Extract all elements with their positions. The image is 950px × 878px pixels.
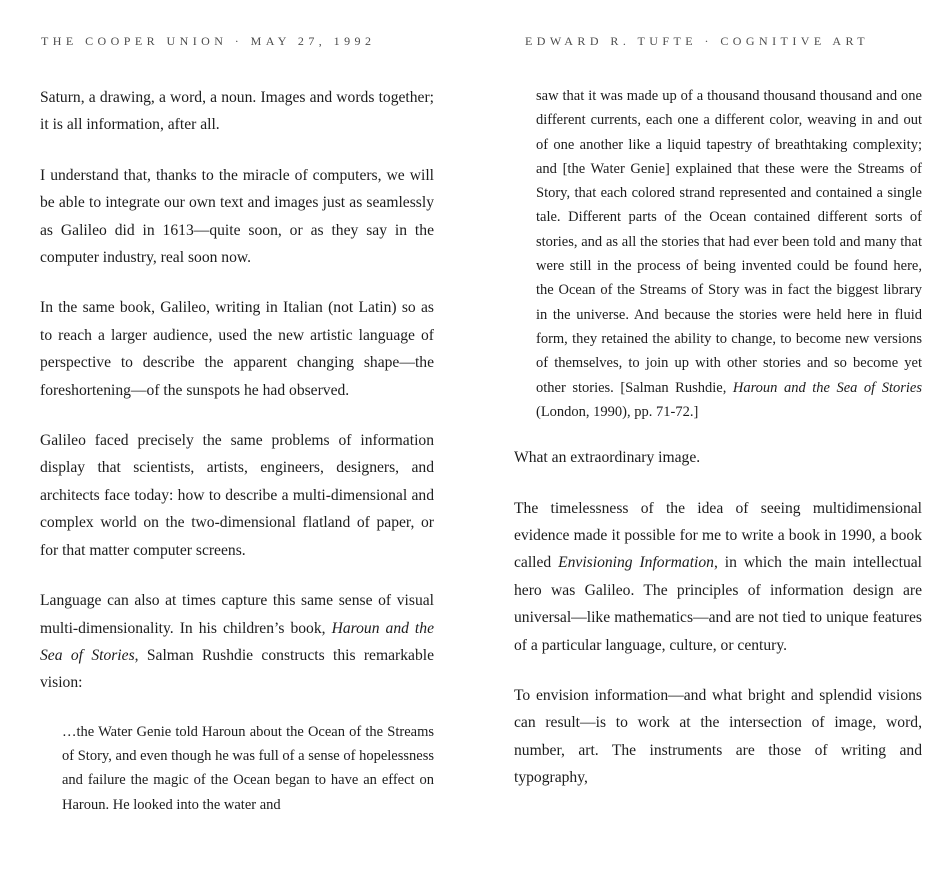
text-segment: What an extraordinary image. bbox=[514, 449, 701, 467]
text-segment: (London, 1990), pp. 71-72.] bbox=[536, 403, 699, 420]
book-title: Haroun and the Sea of Stories bbox=[732, 379, 922, 396]
paragraph bbox=[40, 587, 434, 697]
text-segment: Saturn, a drawing, a word, a noun. Images and words together; it is all information, after all. bbox=[40, 89, 434, 134]
block-quote bbox=[62, 720, 434, 817]
paragraph bbox=[40, 162, 434, 272]
book-title: Haroun and the Sea of Stories bbox=[40, 619, 434, 664]
text-segment: I understand that, thanks to the miracle of computers, we will be able to integrate our own text and images just as seamlessly as Galileo did in 1613—quite soon, or as they say in the computer industry, real soon now. bbox=[40, 166, 434, 267]
book-title: Envisioning Information bbox=[558, 554, 714, 572]
paragraph bbox=[40, 84, 434, 139]
left-text-column bbox=[40, 84, 434, 817]
paragraph bbox=[514, 682, 922, 792]
text-segment: The timelessness of the idea of seeing multidimensional evidence made it possible for me to write a book in 1990, a book called bbox=[514, 499, 922, 572]
text-segment: To envision information—and what bright and splendid visions can result—is to work at the intersection of image, word, number, art. The instruments are those of writing and typography, bbox=[514, 687, 922, 787]
paragraph bbox=[40, 294, 434, 404]
text-segment: , Salman Rushdie constructs this remarkable vision: bbox=[40, 646, 434, 692]
paragraph bbox=[514, 444, 922, 471]
text-segment: Language can also at times capture this same sense of visual multi-dimensionality. In his children’s book, bbox=[40, 592, 434, 637]
text-segment: In the same book, Galileo, writing in Italian (not Latin) so as to reach a larger audience, used the new artistic language of perspective to describe the apparent changing shape—the foreshortening—of the sunspots he had observed. bbox=[40, 299, 434, 399]
text-segment: Galileo faced precisely the same problems of information display that scientists, artists, engineers, designers, and architects face today: how to describe a multi-dimensional and complex world on the two-dimensional flatland of paper, or for that matter computer screens. bbox=[40, 432, 434, 559]
running-head-author-title: EDWARD R. TUFTE · COGNITIVE ART bbox=[525, 34, 870, 48]
paragraph bbox=[514, 495, 922, 659]
paragraph bbox=[40, 427, 434, 564]
block-quote bbox=[536, 84, 922, 424]
text-segment: , in which the main intellectual hero was Galileo. The principles of information design are universal—like mathematics—and are not tied to unique features of a particular language, culture, or century. bbox=[514, 554, 922, 654]
text-segment: saw that it was made up of a thousand thousand thousand and one different currents, each one a different color, weaving in and out of one another like a liquid tapestry of breathtaking complexity; and [the Water Genie] explained that these were the Streams of Story, that each colored strand represented and contained a single tale. Different parts of the Ocean contained different sorts of stories, and as all the stories that had ever been told and many that were still in the process of being invented could be found here, the Ocean of the Streams of Story was in fact the biggest library in the universe. And because the stories were held here in fluid form, they retained the ability to change, to become new versions of themselves, to join up with other stories and so become yet other stories. [Salman Rushdie, bbox=[536, 88, 922, 396]
right-text-column bbox=[514, 84, 922, 792]
text-segment: …the Water Genie told Haroun about the Ocean of the Streams of Story, and even though he was full of a sense of hopelessness and failure the magic of the Ocean began to have an effect on Haroun. He looked into the water and bbox=[62, 723, 434, 813]
running-head-venue-date: THE COOPER UNION · MAY 27, 1992 bbox=[41, 34, 376, 48]
